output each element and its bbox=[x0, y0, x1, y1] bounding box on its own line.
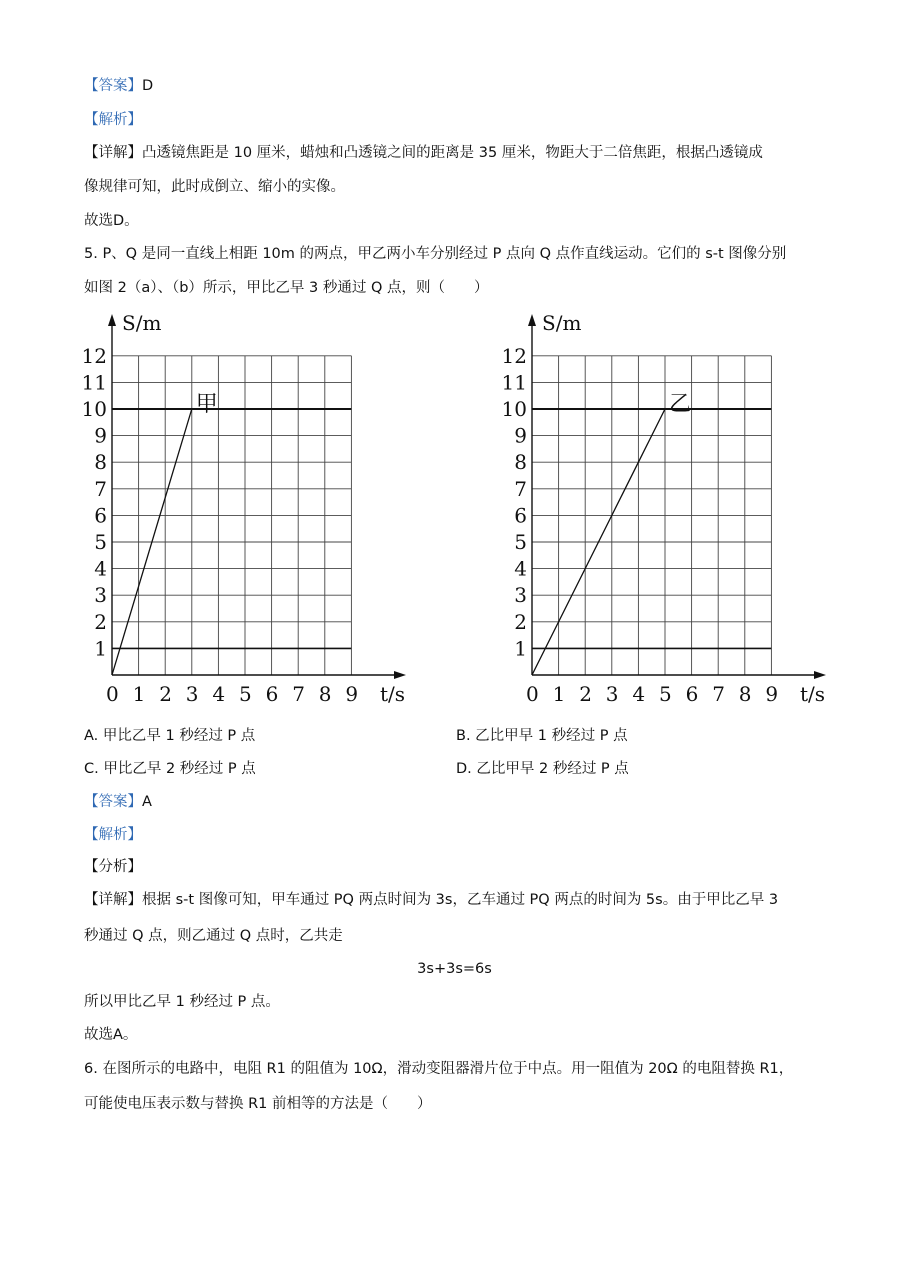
x-tick-label: 9 bbox=[345, 682, 359, 706]
q4-detail-line1 bbox=[84, 143, 763, 163]
x-tick-label: 3 bbox=[605, 682, 619, 706]
y-tick-label: 4 bbox=[94, 556, 107, 581]
x-tick-label: 8 bbox=[738, 682, 752, 706]
x-axis-label: t/s bbox=[800, 682, 826, 706]
y-tick-label: 3 bbox=[94, 583, 107, 608]
q5-choose: 故选A。 bbox=[84, 1027, 138, 1043]
q6-stem-line1: 6. 在图所示的电路中，电阻 R1 的阻值为 10Ω，滑动变阻器滑片位于中点。用一阻值为 20Ω 的电阻替换 R1， bbox=[84, 1061, 794, 1077]
q5-answer-line bbox=[84, 792, 152, 812]
q5-stem-line1: 5. P、Q 是同一直线上相距 10m 的两点，甲乙两小车分别经过 P 点向 Q 点作直线运动。它们的 s-t 图像分别 bbox=[84, 246, 787, 262]
x-tick-label: 2 bbox=[159, 682, 172, 706]
y-tick-label: 6 bbox=[94, 503, 107, 528]
q6-stem-line2: 可能使电压表示数与替换 R1 前相等的方法是（ ） bbox=[84, 1096, 432, 1112]
option-a: A. 甲比乙早 1 秒经过 P 点 bbox=[84, 728, 256, 744]
y-tick-label: 11 bbox=[501, 370, 527, 395]
x-tick-label: 0 bbox=[106, 682, 119, 706]
y-tick-label: 7 bbox=[514, 476, 527, 501]
q4-detail-line2: 像规律可知，此时成倒立、缩小的实像。 bbox=[84, 179, 345, 195]
detail-tag: 【详解】 bbox=[84, 145, 142, 161]
x-tick-label: 7 bbox=[292, 682, 305, 706]
y-tick-label: 12 bbox=[81, 343, 107, 368]
y-axis-arrow bbox=[528, 314, 536, 326]
detail-tag: 【详解】 bbox=[84, 892, 142, 908]
y-axis-label: S/m bbox=[542, 311, 582, 335]
x-tick-label: 5 bbox=[659, 682, 672, 706]
q5-analysis-tag: 【解析】 bbox=[84, 827, 142, 843]
answer-value: A bbox=[142, 794, 152, 810]
detail-text: 根据 s-t 图像可知，甲车通过 PQ 两点时间为 3s，乙车通过 PQ 两点的时间为 5s。由于甲比乙早 3 bbox=[142, 892, 779, 908]
q5-stem-line2: 如图 2（a）、（b）所示，甲比乙早 3 秒通过 Q 点，则（ ） bbox=[84, 280, 489, 296]
answer-tag: 【答案】 bbox=[84, 78, 142, 94]
q5-formula: 3s+3s=6s bbox=[417, 961, 492, 977]
x-axis-arrow bbox=[814, 671, 826, 679]
x-tick-label: 2 bbox=[579, 682, 592, 706]
y-tick-label: 11 bbox=[81, 370, 107, 395]
y-tick-label: 3 bbox=[514, 583, 527, 608]
x-tick-label: 4 bbox=[212, 682, 226, 706]
y-tick-label: 2 bbox=[94, 609, 107, 634]
x-tick-label: 7 bbox=[712, 682, 725, 706]
y-tick-label: 9 bbox=[94, 423, 107, 448]
st-chart-b bbox=[500, 310, 840, 710]
y-tick-label: 4 bbox=[514, 556, 527, 581]
y-axis-arrow bbox=[108, 314, 116, 326]
q4-analysis-tag: 【解析】 bbox=[84, 112, 142, 128]
q4-choose: 故选D。 bbox=[84, 213, 139, 229]
answer-tag: 【答案】 bbox=[84, 794, 142, 810]
x-tick-label: 6 bbox=[265, 682, 279, 706]
x-tick-label: 3 bbox=[185, 682, 199, 706]
q4-answer-line bbox=[84, 76, 153, 96]
y-tick-label: 10 bbox=[501, 397, 527, 421]
y-tick-label: 12 bbox=[501, 343, 527, 368]
y-tick-label: 5 bbox=[94, 530, 107, 554]
y-tick-label: 1 bbox=[514, 636, 527, 661]
option-b: B. 乙比甲早 1 秒经过 P 点 bbox=[456, 728, 628, 744]
x-tick-label: 0 bbox=[526, 682, 539, 706]
answer-value: D bbox=[142, 78, 154, 94]
y-tick-label: 6 bbox=[514, 503, 527, 528]
option-d: D. 乙比甲早 2 秒经过 P 点 bbox=[456, 761, 629, 777]
st-chart-a bbox=[80, 310, 420, 710]
y-tick-label: 8 bbox=[94, 450, 107, 475]
y-tick-label: 9 bbox=[514, 423, 527, 448]
x-tick-label: 1 bbox=[132, 682, 146, 706]
x-axis-label: t/s bbox=[380, 682, 406, 706]
x-tick-label: 9 bbox=[765, 682, 779, 706]
x-tick-label: 6 bbox=[685, 682, 699, 706]
x-tick-label: 4 bbox=[632, 682, 646, 706]
detail-text: 凸透镜焦距是 10 厘米，蜡烛和凸透镜之间的距离是 35 厘米，物距大于二倍焦距，根据凸透镜成 bbox=[142, 145, 763, 161]
q5-detail-line2: 秒通过 Q 点，则乙通过 Q 点时，乙共走 bbox=[84, 928, 343, 944]
q5-detail-line3: 所以甲比乙早 1 秒经过 P 点。 bbox=[84, 994, 280, 1010]
q5-fenxi-tag: 【分析】 bbox=[84, 859, 142, 875]
series-label: 甲 bbox=[195, 392, 218, 417]
y-tick-label: 8 bbox=[514, 450, 527, 475]
x-axis-arrow bbox=[394, 671, 406, 679]
q5-detail-line1 bbox=[84, 890, 778, 910]
series-label: 乙 bbox=[669, 392, 692, 417]
x-tick-label: 8 bbox=[318, 682, 332, 706]
x-tick-label: 5 bbox=[239, 682, 252, 706]
y-axis-label: S/m bbox=[122, 311, 162, 335]
y-tick-label: 2 bbox=[514, 609, 527, 634]
y-tick-label: 1 bbox=[94, 636, 107, 661]
x-tick-label: 1 bbox=[552, 682, 566, 706]
y-tick-label: 5 bbox=[514, 530, 527, 554]
y-tick-label: 7 bbox=[94, 476, 107, 501]
y-tick-label: 10 bbox=[81, 397, 107, 421]
option-c: C. 甲比乙早 2 秒经过 P 点 bbox=[84, 761, 256, 777]
